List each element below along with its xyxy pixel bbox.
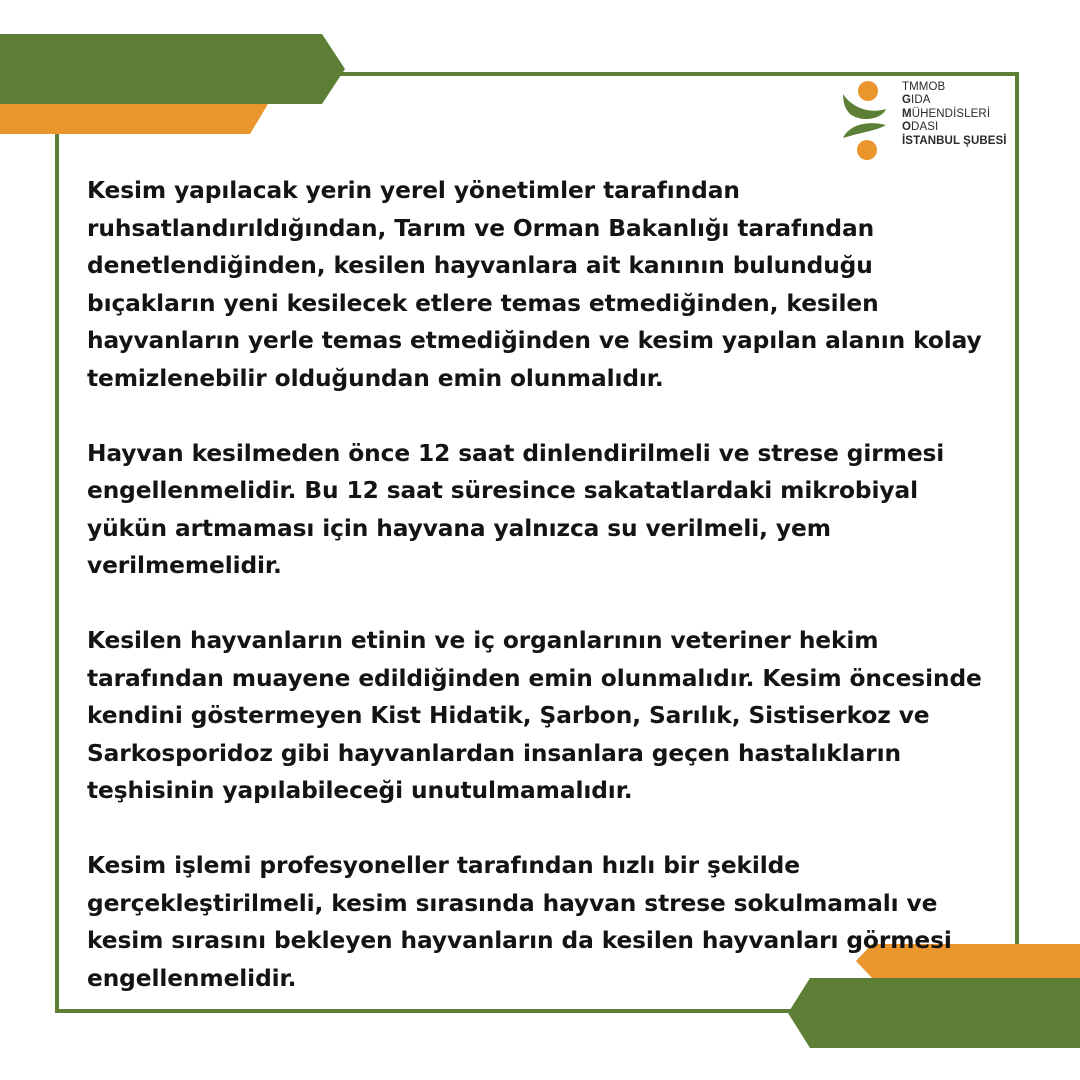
- logo-cap-g: G: [902, 94, 912, 107]
- logo-rest-gida: IDA: [911, 94, 931, 107]
- logo-line-gida: [902, 94, 1007, 107]
- logo-line-istanbul-subesi: İSTANBUL ŞUBESİ: [902, 134, 1007, 147]
- logo-wordmark: [902, 81, 1007, 148]
- logo-line-tmmob: TMMOB: [902, 81, 946, 93]
- top-left-green-ribbon: [0, 34, 345, 104]
- logo-line-muhendisleri: [902, 108, 1007, 121]
- paragraph-inspection: Kesilen hayvanların etinin ve iç organlarının veteriner hekim tarafından muayene edildiğinden emin olunmalıdır. Kesim öncesinde kendini göstermeyen Kist Hidatik, Şarbon, Sarılık, Sistiserkoz ve Sarkosporidoz gibi hayvanlardan insanlara geçen hastalıkların teşhisinin yapılabileceği unutulmamalıdır.: [87, 627, 982, 804]
- tmmob-gida-logo-icon: [840, 78, 900, 164]
- logo-cap-m: M: [902, 107, 912, 120]
- logo-line-odasi: [902, 121, 1007, 134]
- top-left-orange-ribbon: [0, 104, 268, 134]
- paragraph-slaughter-site: Kesim yapılacak yerin yerel yönetimler tarafından ruhsatlandırıldığından, Tarım ve Orman Bakanlığı tarafından denetlendiğinden, kesilen hayvanlara ait kanının bulunduğu bıçakların yeni kesilecek etlere temas etmediğinden, kesilen hayvanların yerle temas etmediğinden ve kesim yapılan alanın kolay temizlenebilir olduğundan emin olunmalıdır.: [87, 177, 982, 392]
- logo-cap-o: O: [902, 121, 912, 134]
- article-body: [87, 172, 1002, 997]
- tmmob-logo: [840, 78, 1012, 164]
- paragraph-professional-slaughter: Kesim işlemi profesyoneller tarafından hızlı bir şekilde gerçekleştirilmeli, kesim sırasında hayvan strese sokulmamalı ve kesim sırasını bekleyen hayvanların da kesilen hayvanları görmesi engellenmelidir.: [87, 852, 952, 992]
- logo-rest-odasi: DASI: [911, 121, 939, 134]
- paragraph-resting: Hayvan kesilmeden önce 12 saat dinlendirilmeli ve strese girmesi engellenmelidir. Bu 12 saat süresince sakatatlardaki mikrobiyal yükün artmaması için hayvana yalnızca su verilmeli, yem verilmemelidir.: [87, 439, 945, 579]
- logo-rest-muhendisleri: ÜHENDİSLERİ: [911, 107, 991, 120]
